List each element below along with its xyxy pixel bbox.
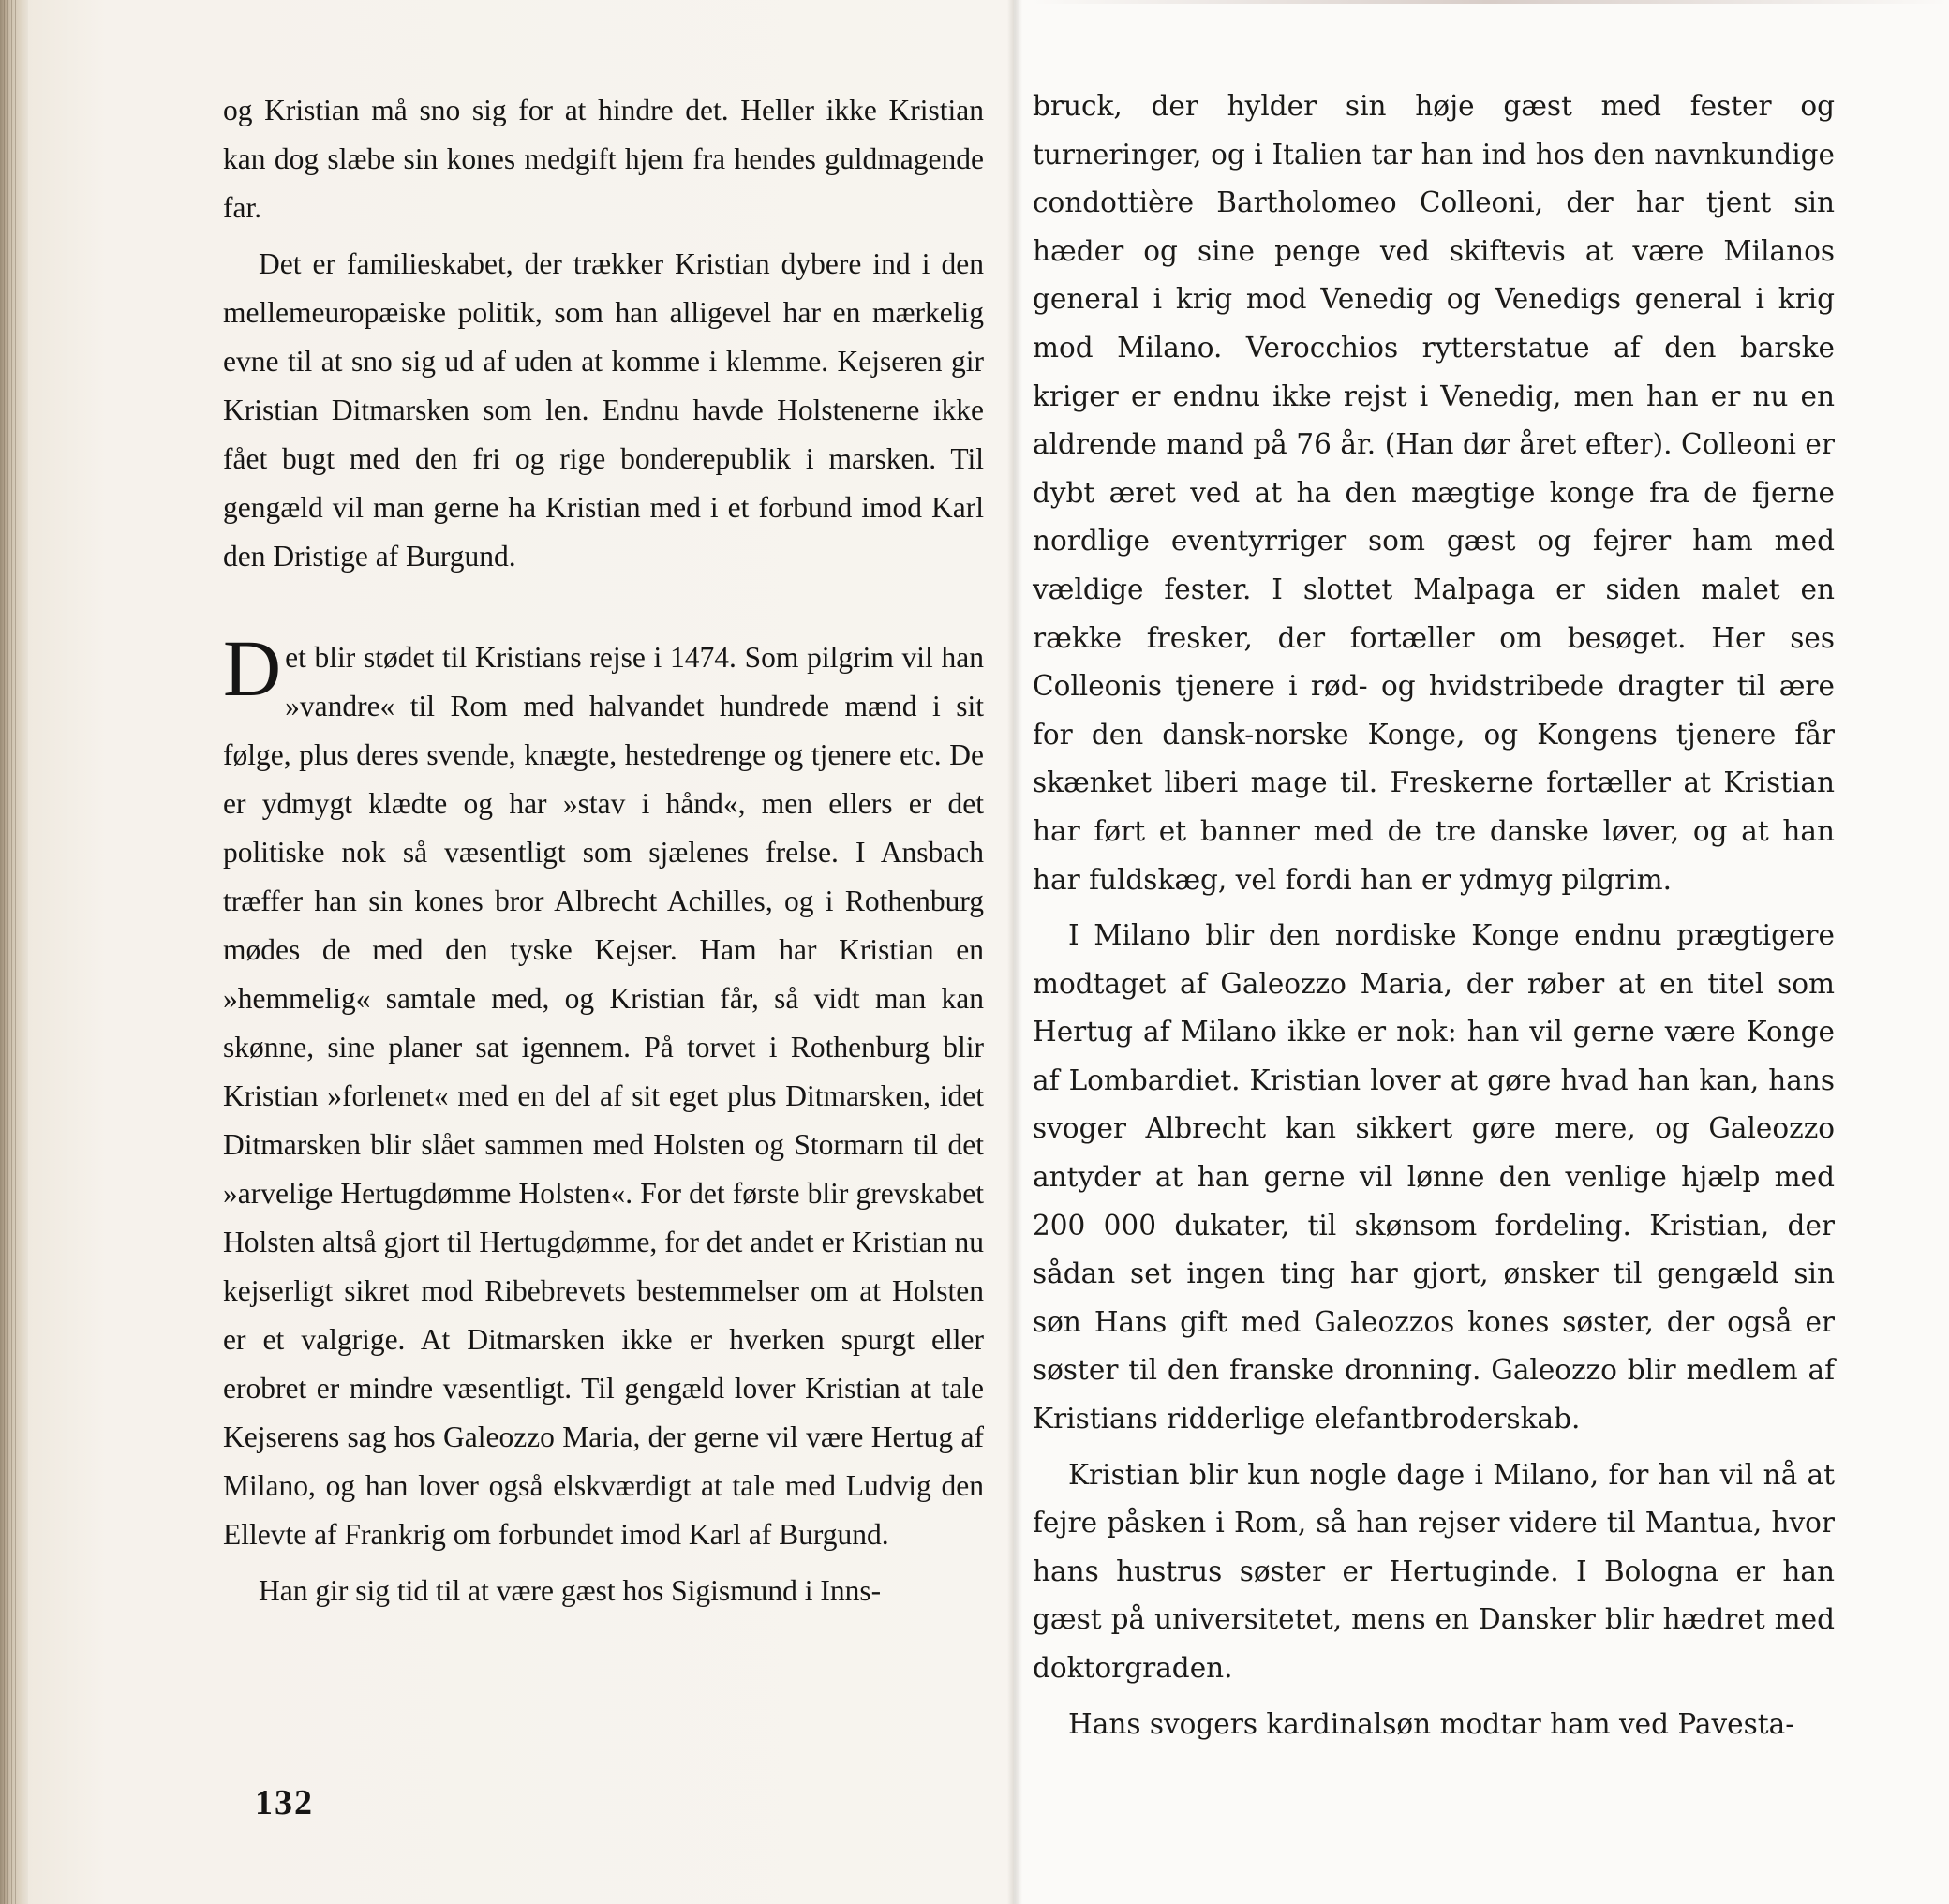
page-top-edge [1031,0,1949,4]
left-paragraph-3-text: et blir stødet til Kristians rejse i 1474. Som pilgrim vil han »vandre« til Rom med halvandet hundrede mænd i sit følge, plus deres svende, knægte, hestedrenge og tjenere etc. De er ydmygt klædte og har »stav i hånd«, men ellers er det politiske nok så væsentligt som sjælenes frelse. I Ansbach træffer han sin kones bror Albrecht Achilles, og i Rothenburg mødes de med den tyske Kejser. Ham har Kristian en »hemmelig« samtale med, og Kristian får, så vidt man kan skønne, sine planer sat igennem. På torvet i Rothenburg blir Kristian »forlenet« med en del af sit eget plus Ditmarsken, idet Ditmarsken blir slået sammen med Holsten og Stormarn til det »arvelige Hertugdømme Holsten«. For det første blir grevskabet Holsten altså gjort til Hertugdømme, for det andet er Kristian nu kejserligt sikret mod Ribebrevets bestemmelser om at Holsten er et valgrige. At Ditmarsken ikke er hverken spurgt eller erobret er mindre væsentligt. Til gengæld lover Kristian at tale Kejserens sag hos Galeozzo Maria, der gerne vil være Hertug af Milano, og han lover også elskværdigt at tale med Ludvig den Ellevte af Frankrig om forbundet imod Karl af Burgund. [223,641,984,1551]
left-text-column [223,86,984,1615]
book-gutter [1007,0,1022,1904]
right-paragraph-2: I Milano blir den nordiske Konge endnu prægtigere modtaget af Galeozzo Maria, der røber at en titel som Hertug af Milano ikke er nok: han vil gerne være Konge af Lombardiet. Kristian lover at gøre hvad han kan, hans svoger Albrecht kan sikkert gøre mere, og Galeozzo antyder at han gerne vil lønne den venlige hjælp med 200 000 dukater, til skønsom fordeling. Kristian, der sådan set ingen ting har gjort, ønsker til gengæld sin søn Hans gift med Galeozzos kones søster, der også er søster til den franske dronning. Galeozzo blir medlem af Kristians ridderlige elefantbroderskab. [1033,919,1835,1435]
left-paragraph-1: og Kristian må sno sig for at hindre det. Heller ikke Kristian kan dog slæbe sin kones medgift hjem fra hendes guldmagende far. [223,94,984,224]
left-paragraph-2: Det er familieskabet, der trækker Kristian dybere ind i den mellemeuropæiske politik, som han alligevel har en mærkelig evne til at sno sig ud af uden at komme i klemme. Kejseren gir Kristian Ditmarsken som len. Endnu havde Holstenerne ikke fået bugt med den fri og rige bonderepublik i marsken. Til gengæld vil man gerne ha Kristian med i et forbund imod Karl den Dristige af Burgund. [223,247,984,573]
left-paragraph-4: Han gir sig tid til at være gæst hos Sigismund i Inns- [259,1574,882,1607]
drop-cap: D [223,623,282,713]
right-paragraph-3: Kristian blir kun nogle dage i Milano, for han vil nå at fejre påsken i Rom, så han rejser videre til Mantua, hvor hans hustrus søster er Hertuginde. I Bologna er han gæst på universitetet, mens en Dansker blir hædret med doktorgraden. [1033,1458,1835,1684]
right-text-column [1033,82,1835,1748]
left-paragraph-3 [223,623,984,1559]
page-number: 132 [255,1783,314,1822]
right-paragraph-1: bruck, der hylder sin høje gæst med fester og turneringer, og i Italien tar han ind hos den navnkundige condottière Bartholomeo Colleoni, der har tjent sin hæder og sine penge ved skiftevis at være Milanos general i krig mod Venedig og Venedigs general i krig mod Milano. Verocchios rytterstatue af den barske kriger er endnu ikke rejst i Venedig, men han er nu en aldrende mand på 76 år. (Han dør året efter). Colleoni er dybt æret ved at ha den mægtige konge fra de fjerne nordlige eventyrriger som gæst og fejrer ham med vældige fester. I slottet Malpaga er siden malet en række fresker, der fortæller om besøget. Her ses Colleonis tjenere i rød- og hvidstribede dragter til ære for den dansk-norske Konge, og Kongens tjenere får skænket liberi mage til. Freskerne fortæller at Kristian har ført et banner med de tre danske løver, og at han har fuldskæg, vel fordi han er ydmyg pilgrim. [1033,90,1835,896]
page-edges [4,0,19,1904]
book-spine [0,0,28,1904]
right-paragraph-4: Hans svogers kardinalsøn modtar ham ved Pavesta- [1068,1707,1795,1740]
